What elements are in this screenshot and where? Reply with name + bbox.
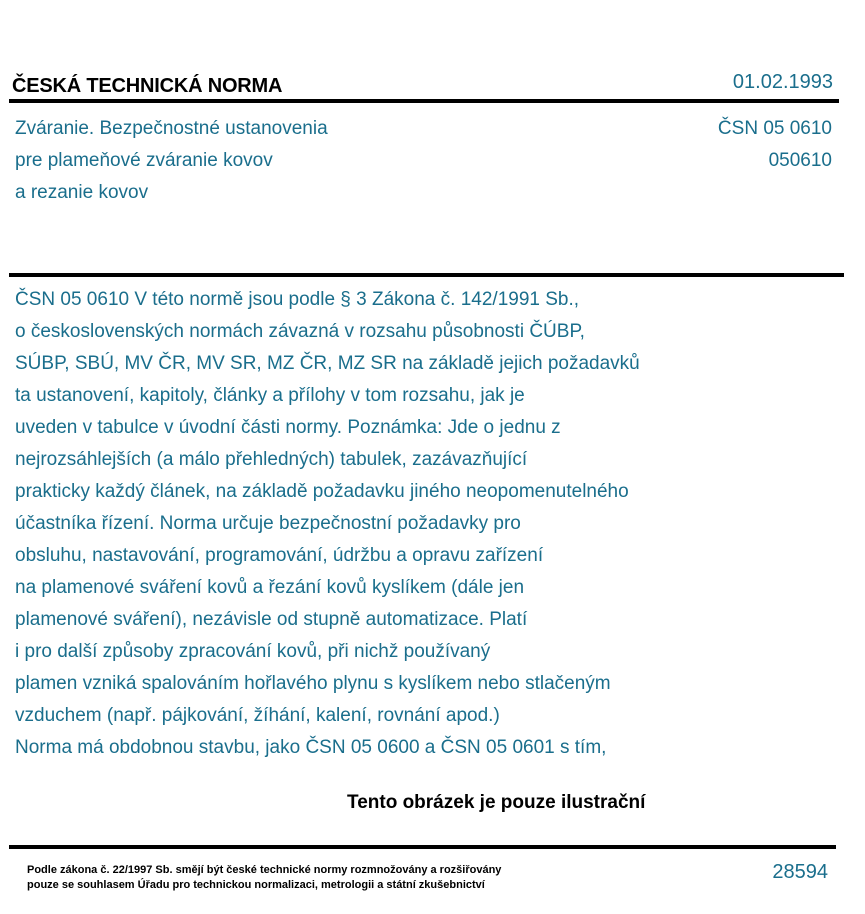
body-line: na plamenové sváření kovů a řezání kovů kyslíkem (dále jen bbox=[15, 577, 525, 598]
body-line: i pro další způsoby zpracování kovů, při nichž používaný bbox=[15, 641, 491, 662]
header-rule bbox=[9, 99, 839, 103]
body-line: prakticky každý článek, na základě požadavku jiného neopomenutelného bbox=[15, 481, 629, 502]
body-line: plamen vzniká spalováním hořlavého plynu s kyslíkem nebo stlačeným bbox=[15, 673, 611, 694]
body-line: ta ustanovení, kapitoly, články a přílohy v tom rozsahu, jak je bbox=[15, 385, 525, 406]
footer-rule bbox=[9, 845, 836, 849]
body-line: o československých normách závazná v rozsahu působnosti ČÚBP, bbox=[15, 321, 585, 342]
footer-line-1: Podle zákona č. 22/1997 Sb. smějí být české technické normy rozmnožovány a rozšiřovány bbox=[27, 864, 502, 876]
body-line: vzduchem (např. pájkování, žíhání, kalení, rovnání apod.) bbox=[15, 705, 500, 726]
body-line: účastníka řízení. Norma určuje bezpečnostní požadavky pro bbox=[15, 513, 521, 534]
body-line: uveden v tabulce v úvodní části normy. Poznámka: Jde o jednu z bbox=[15, 417, 561, 438]
footer-document-number: 28594 bbox=[772, 861, 828, 883]
illustration-note: Tento obrázek je pouze ilustrační bbox=[347, 792, 646, 813]
body-line: SÚBP, SBÚ, MV ČR, MV SR, MZ ČR, MZ SR na základě jejich požadavků bbox=[15, 353, 640, 374]
body-line: nejrozsáhlejších (a málo přehledných) tabulek, zazávazňující bbox=[15, 449, 528, 470]
subject-line-1: Zváranie. Bezpečnostné ustanovenia bbox=[15, 118, 328, 139]
classification-number: 050610 bbox=[768, 150, 832, 171]
section-rule bbox=[9, 273, 844, 277]
body-line: obsluhu, nastavování, programování, údržbu a opravu zařízení bbox=[15, 545, 544, 566]
body-line: ČSN 05 0610 V této normě jsou podle § 3 Zákona č. 142/1991 Sb., bbox=[15, 289, 580, 310]
body-line: Norma má obdobnou stavbu, jako ČSN 05 0600 a ČSN 05 0601 s tím, bbox=[15, 737, 607, 758]
subject-line-3: a rezanie kovov bbox=[15, 182, 149, 203]
body-line: plamenové sváření), nezávisle od stupně automatizace. Platí bbox=[15, 609, 528, 630]
document-date: 01.02.1993 bbox=[732, 71, 833, 93]
document-header-title: ČESKÁ TECHNICKÁ NORMA bbox=[12, 75, 283, 97]
standard-code: ČSN 05 0610 bbox=[717, 118, 832, 139]
subject-line-2: pre plameňové zváranie kovov bbox=[15, 150, 273, 171]
body-text bbox=[15, 284, 815, 764]
footer-line-2: pouze se souhlasem Úřadu pro technickou normalizaci, metrologii a státní zkušebnictví bbox=[27, 879, 485, 891]
